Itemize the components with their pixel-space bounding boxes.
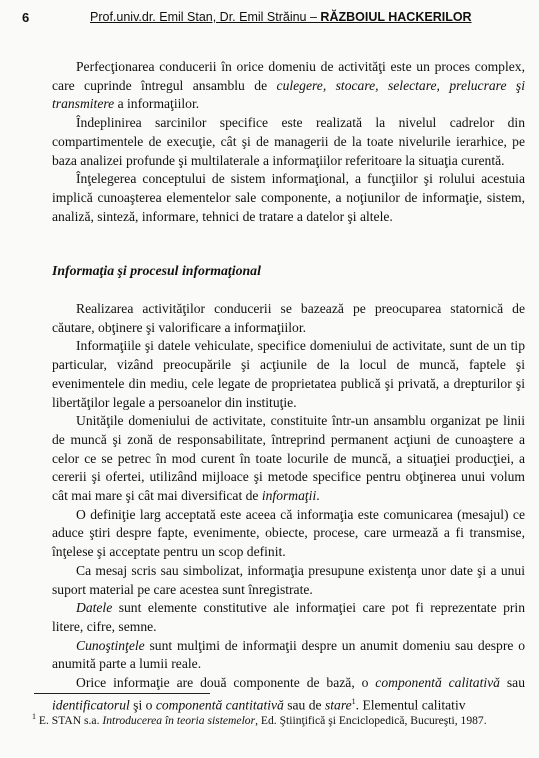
paragraph-1-italic: culegere, stocare, selectare, prelucrare şi transmitere [52, 77, 525, 112]
footnote-author: E. STAN s.a. [36, 713, 103, 727]
paragraph-9 [52, 599, 525, 636]
section-heading: Informaţia şi procesul informaţional [52, 263, 261, 279]
paragraph-10 [52, 637, 525, 674]
footnote-ref: 1 [351, 696, 356, 706]
term-datele: Datele [76, 600, 113, 616]
paragraph-9-text: sunt elemente constitutive ale informaţiei care pot fi reprezentate prin litere, cifre, semne. [52, 600, 525, 634]
running-title-book: RĂZBOIUL HACKERILOR [320, 10, 472, 24]
term-cunostintele: Cunoştinţele [76, 637, 145, 653]
paragraph-6-italic: informaţii [261, 488, 317, 504]
paragraph-11-sau-de: sau de [283, 697, 325, 713]
paragraph-6 [52, 412, 525, 506]
paragraph-11 [52, 674, 525, 715]
paragraph-7: O definiţie larg acceptată este aceea că informaţia este comunicarea (mesajul) ce aduce ştiri despre fapte, evenimente, obiecte, procese, care urmează a fi transmise, înţelese şi acceptate pentru un scop definit. [52, 506, 525, 560]
page-body [52, 58, 525, 715]
term-componenta-cantitativa: componentă cantitativă [155, 697, 284, 713]
footnote-mark: 1 [32, 712, 36, 721]
paragraph-1-end: a informaţiilor. [114, 96, 200, 112]
paragraph-11-text: Orice informaţie are două componente de bază, o [76, 675, 376, 691]
paragraph-4: Realizarea activităţilor conducerii se bazează pe preocuparea statornică de căutare, obţinere şi valorificare a informaţiilor. [52, 301, 525, 335]
running-title [90, 10, 472, 24]
paragraph-6-text: Unităţile domeniului de activitate, constituite într-un ansamblu organizat pe linii de muncă şi zonă de responsabilitate, întreprind permanent acţiuni de cunoaştere a celor ce se petrec în mod curent în toate locurile de muncă, a situaţiei producţiei, a cererii şi ofertei, utilizând mijloace şi metode specifice pentru obţinerea unui volum cât mai mare şi cât mai diversificat de [52, 413, 525, 504]
paragraph-5: Informaţiile şi datele vehiculate, specifice domeniului de activitate, sunt de un tip particular, vizând preocupările şi acţiunile de la locul de muncă, faptele şi evenimentele din mediu, cele legate de proprietatea publică şi privată, a drepturilor şi libertăţilor legale a persoanelor din instituţie. [52, 338, 525, 410]
term-identificatorul: identificatorul [52, 697, 130, 713]
paragraph-1 [52, 58, 525, 114]
term-stare: stare [324, 697, 352, 713]
paragraph-1-text: Perfecţionarea conducerii în orice domeniu de activităţi este un proces complex, care cuprinde întregul ansamblu de [52, 59, 525, 93]
running-title-authors: Prof.univ.dr. Emil Stan, Dr. Emil Străinu – [90, 10, 321, 24]
footnote-title: Introducerea în teoria sistemelor [102, 713, 256, 727]
paragraph-11-si: şi o [129, 697, 156, 713]
paragraph-2: Îndeplinirea sarcinilor specifice este realizată la nivelul cadrelor din compartimentele de execuţie, cât şi de managerii de la toate nivelurile ierarhice, pe baza analizei profunde şi multilaterale a informaţiilor referitoare la situaţia curentă. [52, 115, 525, 168]
paragraph-11-end: . Elementul calitativ [355, 697, 466, 713]
page-number: 6 [22, 10, 30, 25]
page-header [22, 8, 525, 28]
footnote-publisher: , Ed. Ştiinţifică şi Enciclopedică, Bucureşti, 1987. [255, 713, 487, 727]
term-componenta-calitativa: componentă calitativă [375, 675, 500, 691]
paragraph-8: Ca mesaj scris sau simbolizat, informaţia presupune existenţa unor date şi a unui suport material pe care acestea sunt înregistrate. [52, 562, 525, 597]
footnote [32, 712, 527, 727]
paragraph-11-sau: sau [499, 675, 525, 691]
paragraph-6-end: . [316, 488, 320, 504]
paragraph-3: Înţelegerea conceptului de sistem informaţional, a funcţiilor şi rolului acestuia implică cunoaşterea elementelor sale componente, a noţiunilor de informaţie, sistem, analiză, sinteză, informare, tehnici de tratare a datelor şi altele. [52, 171, 525, 224]
footnote-divider [34, 693, 210, 694]
paragraph-10-text: sunt mulţimi de informaţii despre un anumit domeniu sau despre o anumită parte a lumii reale. [52, 637, 525, 672]
